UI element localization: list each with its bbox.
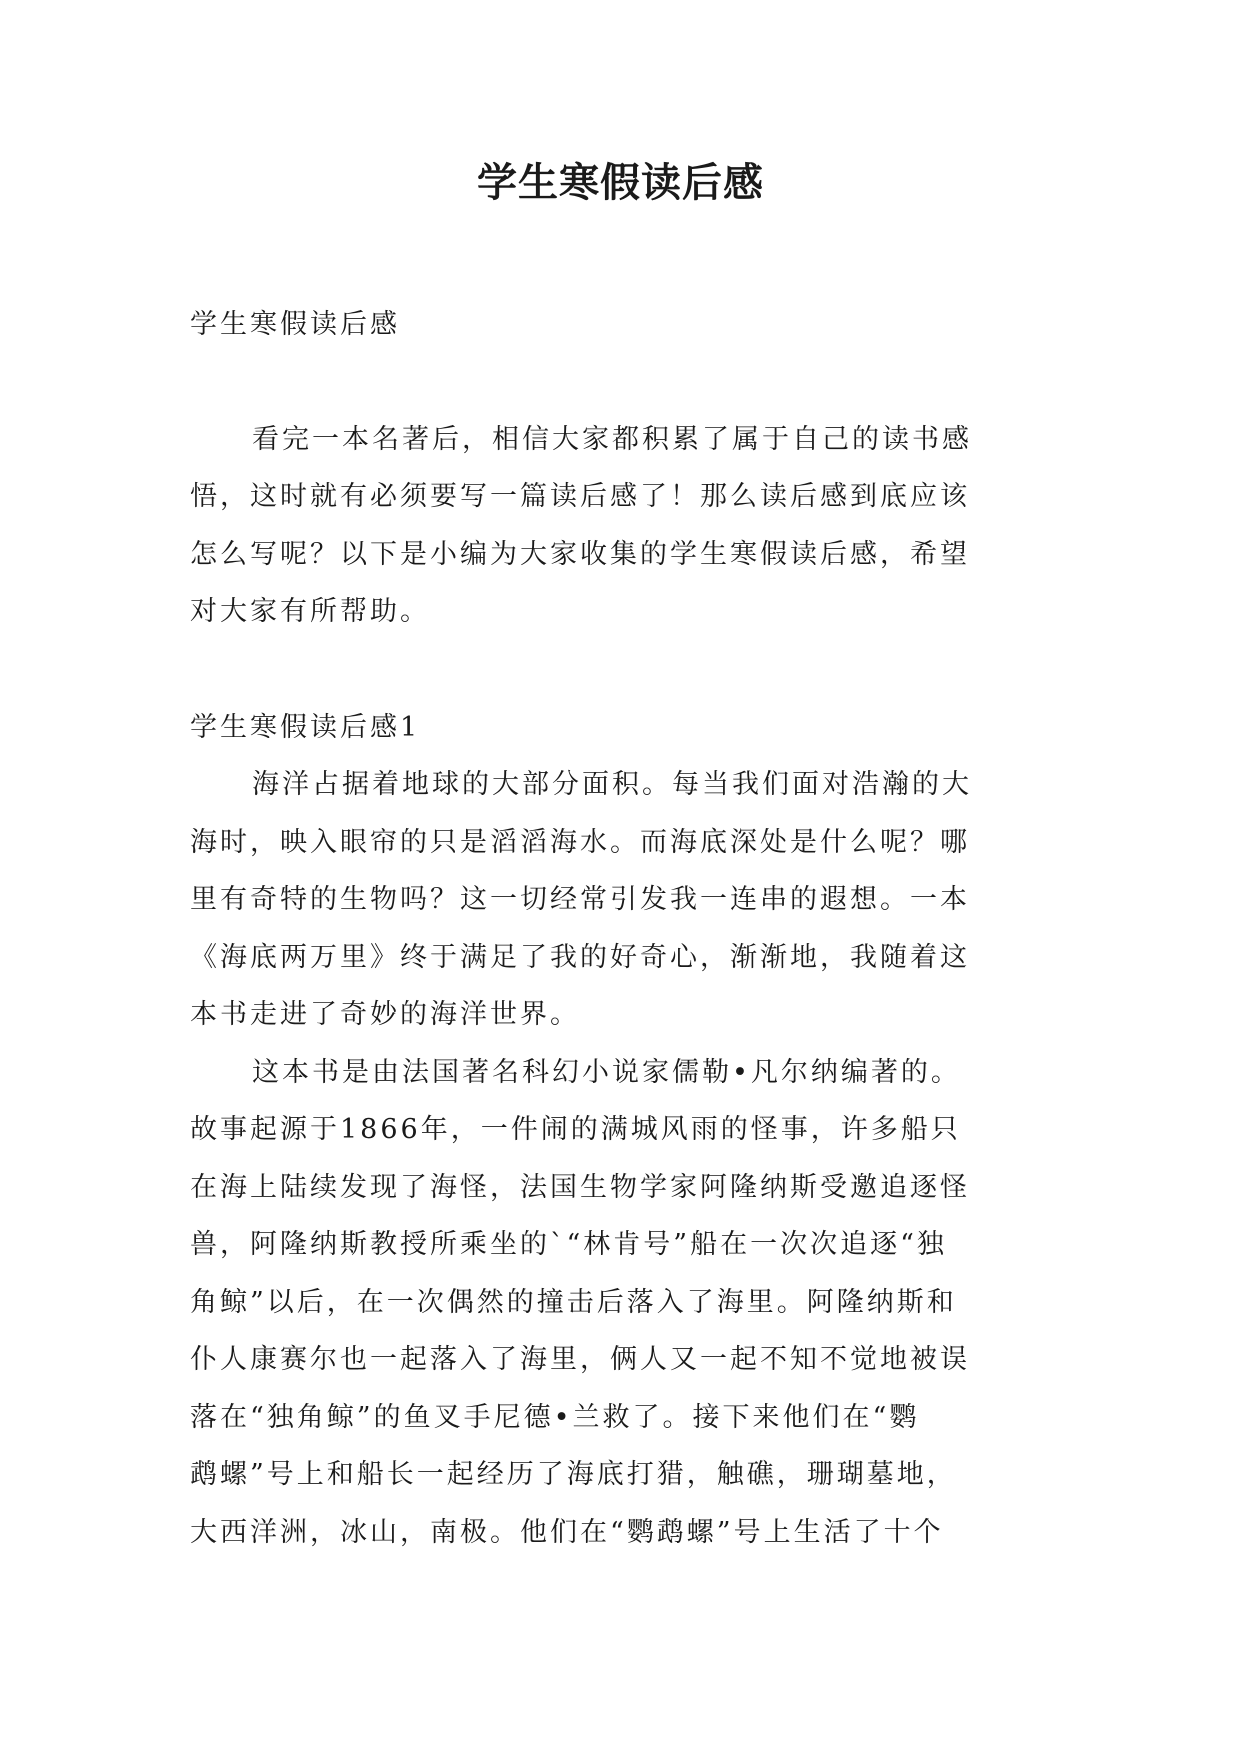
document-body [190, 296, 1090, 1561]
paragraph-1 [190, 756, 1090, 1044]
paragraph-line: 这本书是由法国著名科幻小说家儒勒•凡尔纳编著的。 [252, 1056, 961, 1088]
paragraph-line: 在海上陆续发现了海怪，法国生物学家阿隆纳斯受邀追逐怪 [190, 1171, 970, 1203]
paragraph-line: 大西洋洲，冰山，南极。他们在“鹦鹉螺”号上生活了十个 [190, 1516, 944, 1548]
intro-line: 看完一本名著后，相信大家都积累了属于自己的读书感 [252, 423, 972, 455]
paragraph-line: 兽，阿隆纳斯教授所乘坐的`“林肯号”船在一次次追逐“独 [190, 1229, 947, 1260]
document-subtitle: 学生寒假读后感 [190, 309, 400, 340]
paragraph-line: 里有奇特的生物吗？这一切经常引发我一连串的遐想。一本 [190, 884, 970, 915]
paragraph-line: 仆人康赛尔也一起落入了海里，俩人又一起不知不觉地被误 [190, 1344, 970, 1375]
paragraph-2 [190, 1044, 1090, 1562]
document-title: 学生寒假读后感 [477, 159, 764, 206]
paragraph-line: 本书走进了奇妙的海洋世界。 [190, 999, 580, 1030]
paragraph-line: 海时，映入眼帘的只是滔滔海水。而海底深处是什么呢？哪 [190, 826, 970, 858]
paragraph-line: 落在“独角鲸”的鱼叉手尼德•兰救了。接下来他们在“鹦 [190, 1401, 920, 1433]
paragraph-line: 角鲸”以后，在一次偶然的撞击后落入了海里。阿隆纳斯和 [190, 1286, 957, 1318]
intro-line: 怎么写呢？以下是小编为大家收集的学生寒假读后感，希望 [190, 538, 970, 570]
paragraph-line: 鹉螺”号上和船长一起经历了海底打猎，触礁，珊瑚墓地， [190, 1459, 957, 1490]
paragraph-line: 海洋占据着地球的大部分面积。每当我们面对浩瀚的大 [252, 769, 972, 800]
intro-line: 对大家有所帮助。 [190, 596, 430, 627]
intro-paragraph [190, 411, 1090, 641]
paragraph-line: 《海底两万里》终于满足了我的好奇心，渐渐地，我随着这 [190, 941, 970, 973]
section-heading: 学生寒假读后感1 [190, 711, 421, 743]
paragraph-line: 故事起源于1866年，一件闹的满城风雨的怪事，许多船只 [190, 1114, 961, 1145]
intro-line: 悟，这时就有必须要写一篇读后感了！那么读后感到底应该 [190, 481, 970, 512]
